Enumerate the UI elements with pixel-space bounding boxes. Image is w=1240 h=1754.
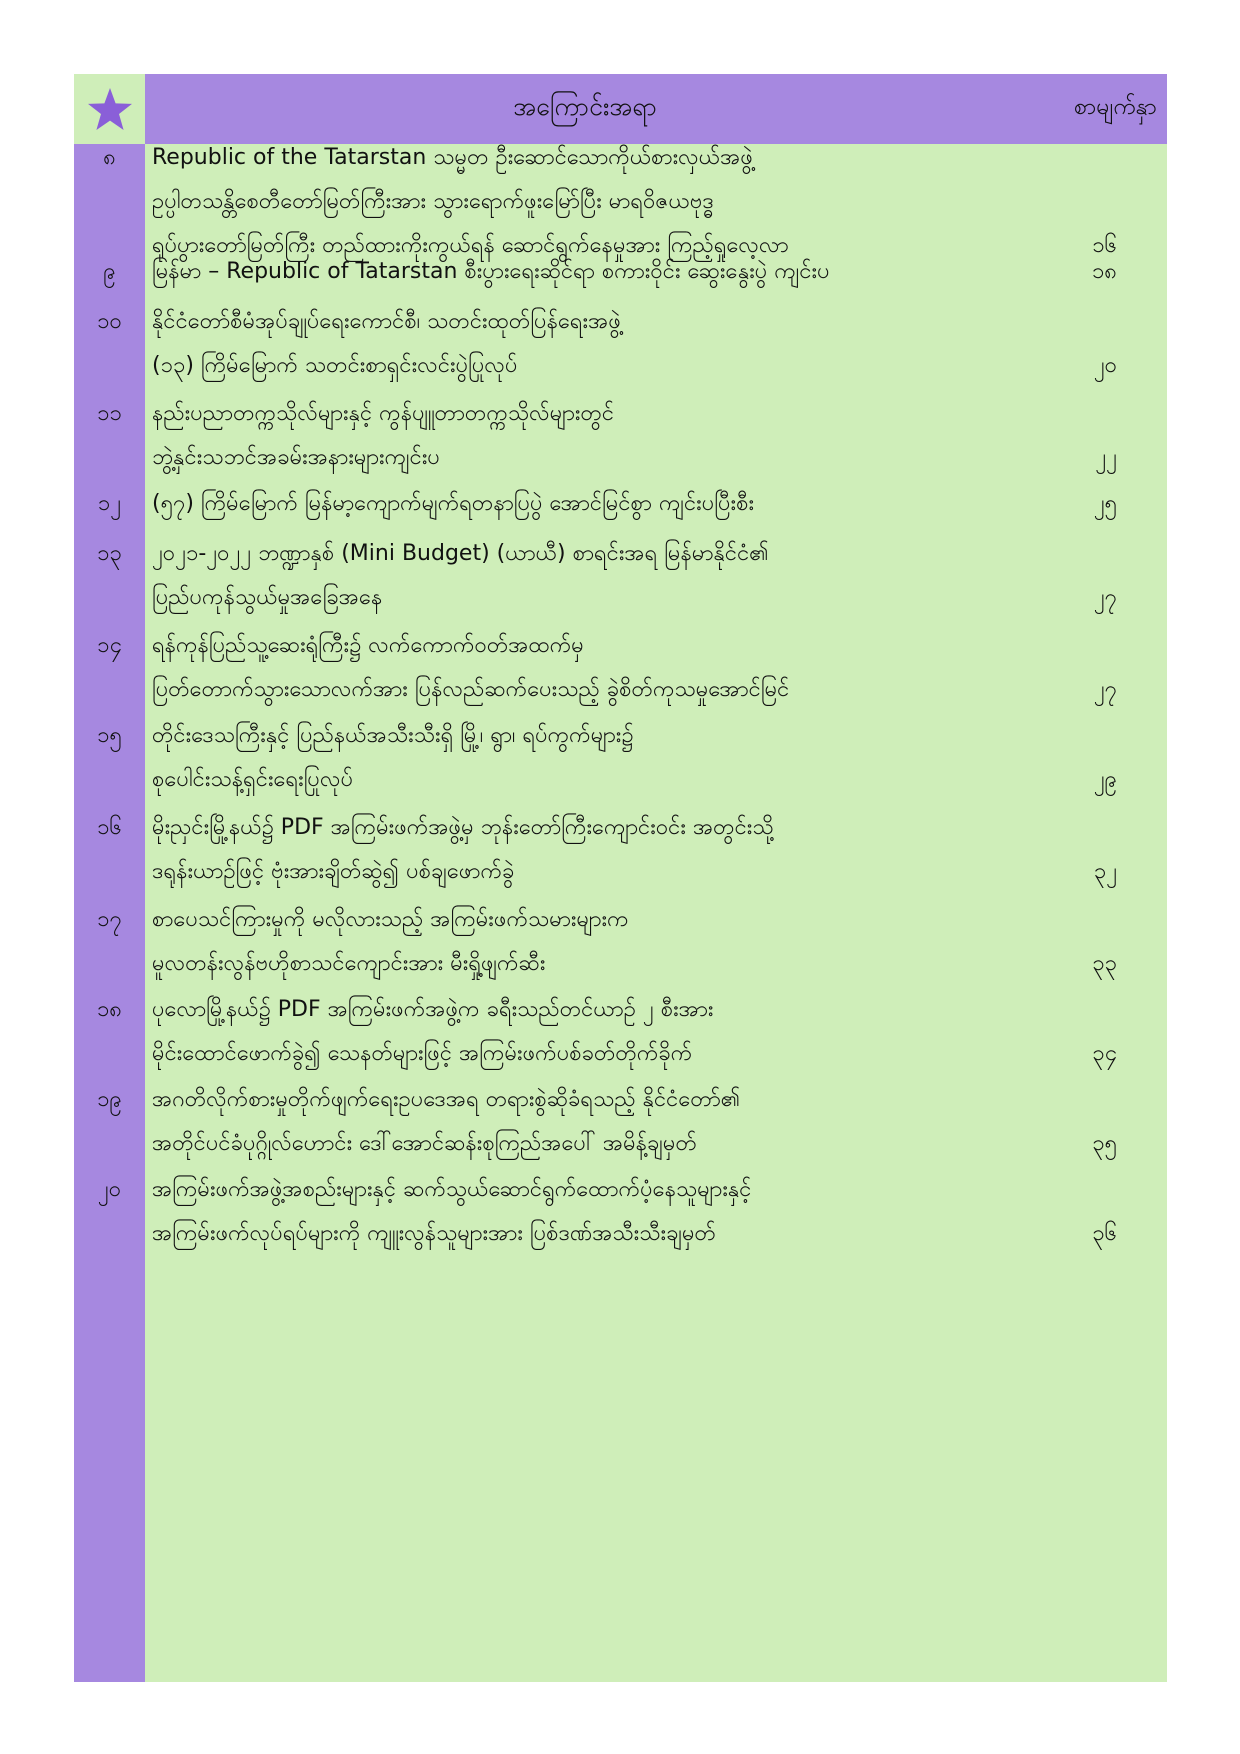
entry-page-number: ၃၅ [1092, 1131, 1117, 1156]
star-icon [87, 87, 133, 131]
entry-number: ၁၁ [97, 401, 122, 426]
entry-number: ၁၅ [97, 723, 122, 748]
entry-title-line: ဒရုန်းယာဉ်ဖြင့် ဗုံးအားချိတ်ဆွဲ၍ ပစ်ချဖောက်ခွဲ [152, 859, 515, 884]
entry-title-line: ၂၀၂၁-၂၀၂၂ ဘဏ္ဍာနှစ် (Mini Budget) (ယာယီ) စာရင်းအရ မြန်မာနိုင်ငံ၏ [152, 541, 769, 566]
entry-title-line: ဘွဲ့နှင်းသဘင်အခမ်းအနားများကျင်းပ [152, 445, 440, 470]
entry-title-line: ပြတ်တောက်သွားသောလက်အား ပြန်လည်ဆက်ပေးသည့် ခွဲစိတ်ကုသမှုအောင်မြင် [152, 677, 790, 702]
entry-title [152, 1078, 1042, 1166]
entry-title [152, 482, 1042, 526]
entry-page-number: ၂၀ [1093, 353, 1117, 378]
entry-number: ၁၂ [97, 491, 122, 516]
entry-number: ၁၆ [97, 815, 122, 840]
entry-number: ၈ [103, 145, 116, 170]
entry-number: ၉ [103, 259, 116, 284]
entry-page-number: ၃၂ [1093, 859, 1117, 884]
entry-number: ၁၃ [97, 541, 122, 566]
table-of-contents [74, 74, 1167, 1682]
entry-title-line: နိုင်ငံတော်စီမံအုပ်ချုပ်ရေးကောင်စီ၊ သတင်းထုတ်ပြန်ရေးအဖွဲ့ [152, 309, 621, 334]
entry-title-line: Republic of the Tatarstan သမ္မတ ဦးဆောင်သောကိုယ်စားလှယ်အဖွဲ့ [152, 145, 753, 170]
entry-title [152, 250, 1042, 294]
entry-title-line: စာပေသင်ကြားမှုကို မလိုလားသည့် အကြမ်းဖက်သမားများက [152, 907, 629, 932]
entry-page-number: ၂၅ [1093, 491, 1117, 516]
star-cell [74, 74, 145, 144]
entry-title-line: (၁၃) ကြိမ်မြောက် သတင်းစာရှင်းလင်းပွဲပြုလုပ် [152, 353, 518, 378]
entry-title [152, 898, 1042, 986]
entry-title [152, 392, 1042, 480]
entry-title-line: ပြည်ပကုန်သွယ်မှုအခြေအနေ [152, 585, 383, 610]
entry-number: ၁၇ [97, 907, 122, 932]
entry-title-line: တိုင်းဒေသကြီးနှင့် ပြည်နယ်အသီးသီးရှိ မြို့၊ ရွာ၊ ရပ်ကွက်များ၌ [152, 723, 634, 748]
entry-title-line: မူလတန်းလွန်ဗဟိုစာသင်ကျောင်းအား မီးရှို့ဖျက်ဆီး [152, 951, 546, 976]
entry-title-line: အကြမ်းဖက်အဖွဲ့အစည်းများနှင့် ဆက်သွယ်ဆောင်ရွက်ထောက်ပံ့နေသူများနှင့် [152, 1177, 752, 1202]
entry-title [152, 714, 1042, 802]
entry-title [152, 532, 1042, 620]
entry-number: ၁၄ [97, 633, 122, 658]
entry-page-number: ၁၈ [1092, 259, 1117, 284]
entry-title-line: အကြမ်းဖက်လုပ်ရပ်များကို ကျူးလွန်သူများအား ပြစ်ဒဏ်အသီးသီးချမှတ် [152, 1221, 716, 1246]
entry-title-line: မိုင်းထောင်ဖောက်ခွဲ၍ သေနတ်များဖြင့် အကြမ်းဖက်ပစ်ခတ်တိုက်ခိုက် [152, 1041, 693, 1066]
entry-title [152, 300, 1042, 388]
entry-title-line: (၅၇) ကြိမ်မြောက် မြန်မာ့ကျောက်မျက်ရတနာပြပွဲ အောင်မြင်စွာ ကျင်းပပြီးစီး [152, 491, 755, 516]
entry-title-line: နည်းပညာတက္ကသိုလ်များနှင့် ကွန်ပျူတာတက္ကသိုလ်များတွင် [152, 401, 615, 426]
entry-title-line: အဂတိလိုက်စားမှုတိုက်ဖျက်ရေးဥပဒေအရ တရားစွဲဆိုခံရသည့် နိုင်ငံတော်၏ [152, 1087, 741, 1112]
entry-page-number: ၂၉ [1093, 767, 1117, 792]
header-row [145, 74, 1167, 144]
entry-title-line: စုပေါင်းသန့်ရှင်းရေးပြုလုပ် [152, 767, 354, 792]
header-title: အကြောင်းအရာ [513, 91, 657, 121]
entry-title-line: ပုလောမြို့နယ်၌ PDF အကြမ်းဖက်အဖွဲ့က ခရီးသည်တင်ယာဉ် ၂ စီးအား [152, 997, 714, 1022]
entry-title-line: ဥပ္ပါတသန္တိစေတီတော်မြတ်ကြီးအား သွားရောက်ဖူးမြော်ပြီး မာရဝိဇယဗုဒ္ဓ [152, 189, 714, 214]
entry-title [152, 624, 1042, 712]
entry-page-number: ၂၇ [1093, 677, 1117, 702]
entry-title-line: ရုပ်ပွားတော်မြတ်ကြီး တည်ထားကိုးကွယ်ရန် ဆောင်ရွက်နေမှုအား ကြည့်ရှုလေ့လာ [152, 233, 789, 258]
entry-number: ၁၀ [97, 309, 122, 334]
entry-page-number: ၃၆ [1092, 1221, 1117, 1246]
entry-page-number: ၁၆ [1092, 233, 1117, 258]
entry-page-number: ၂၇ [1093, 585, 1117, 610]
entry-number: ၁၉ [97, 1087, 122, 1112]
entry-title [152, 988, 1042, 1076]
entry-number: ၂၀ [97, 1177, 122, 1202]
entry-title [152, 136, 1042, 268]
entry-title [152, 1168, 1042, 1256]
header-page-label: စာမျက်နှာ [1073, 94, 1157, 120]
entry-title-line: အတိုင်ပင်ခံပုဂ္ဂိုလ်ဟောင်း ဒေါ်အောင်ဆန်းစုကြည်အပေါ် အမိန့်ချမှတ် [152, 1131, 697, 1156]
entry-title-line: မြန်မာ – Republic of Tatarstan စီးပွားရေးဆိုင်ရာ စကားဝိုင်း ဆွေးနွေးပွဲ ကျင်းပ [152, 259, 830, 284]
entry-page-number: ၂၂ [1095, 445, 1117, 470]
entry-page-number: ၃၄ [1092, 1041, 1117, 1066]
entry-page-number: ၃၃ [1092, 951, 1117, 976]
entry-number: ၁၈ [97, 997, 122, 1022]
entry-title-line: ရန်ကုန်ပြည်သူ့ဆေးရုံကြီး၌ လက်ကောက်ဝတ်အထက်မှ [152, 633, 584, 658]
entry-title-line: မိုးညှင်းမြို့နယ်၌ PDF အကြမ်းဖက်အဖွဲ့မှ ဘုန်းတော်ကြီးကျောင်းဝင်း အတွင်းသို့ [152, 815, 774, 840]
entry-title [152, 806, 1042, 894]
